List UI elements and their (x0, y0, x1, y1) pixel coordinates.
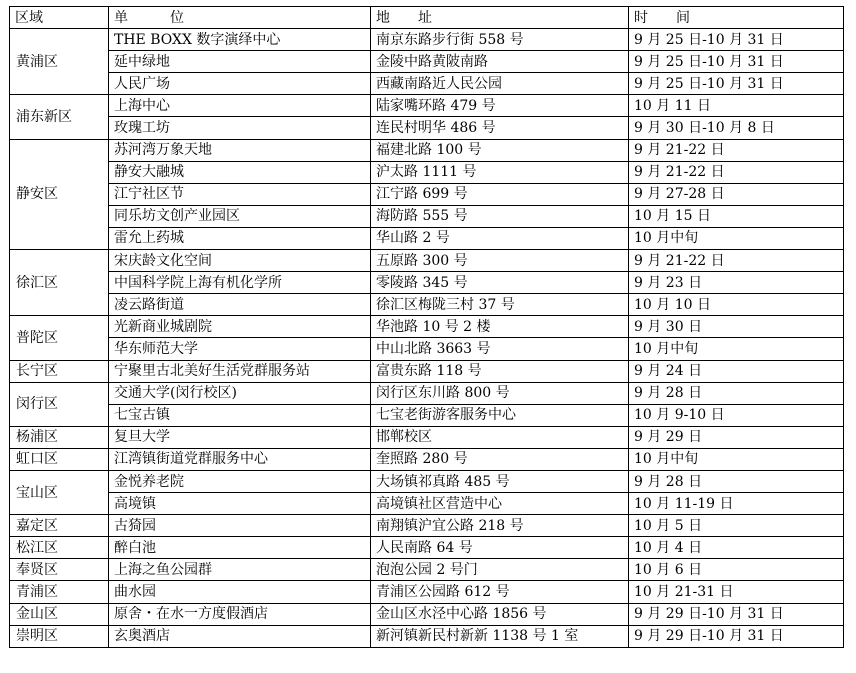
address-cell: 新河镇新民村新新 1138 号 1 室 (371, 625, 629, 647)
time-cell: 9 月 29 日-10 月 31 日 (629, 603, 844, 625)
time-cell: 10 月 10 日 (629, 294, 844, 316)
district-cell: 闵行区 (10, 382, 109, 426)
table-row (10, 470, 844, 492)
table-row (10, 161, 844, 183)
table-row (10, 493, 844, 515)
event-schedule-table (9, 6, 844, 648)
unit-cell: 江宁社区节 (109, 183, 371, 205)
district-cell: 普陀区 (10, 316, 109, 360)
table-row (10, 117, 844, 139)
district-cell: 浦东新区 (10, 95, 109, 139)
unit-cell: 原舍・在水一方度假酒店 (109, 603, 371, 625)
time-cell: 10 月 5 日 (629, 515, 844, 537)
time-cell: 9 月 28 日 (629, 470, 844, 492)
table-row (10, 515, 844, 537)
table-row (10, 294, 844, 316)
address-cell: 连民村明华 486 号 (371, 117, 629, 139)
header-row (10, 7, 844, 29)
address-cell: 南京东路步行街 558 号 (371, 29, 629, 51)
unit-cell: 曲水园 (109, 581, 371, 603)
address-cell: 海防路 555 号 (371, 205, 629, 227)
address-cell: 七宝老街游客服务中心 (371, 404, 629, 426)
time-cell: 9 月 25 日-10 月 31 日 (629, 51, 844, 73)
unit-cell: 交通大学(闵行校区) (109, 382, 371, 404)
table-row (10, 139, 844, 161)
address-cell: 五原路 300 号 (371, 250, 629, 272)
address-cell: 中山北路 3663 号 (371, 338, 629, 360)
table-row (10, 382, 844, 404)
unit-cell: 玫瑰工坊 (109, 117, 371, 139)
unit-cell: 中国科学院上海有机化学所 (109, 272, 371, 294)
time-cell: 9 月 29 日-10 月 31 日 (629, 625, 844, 647)
time-cell: 9 月 27-28 日 (629, 183, 844, 205)
time-cell: 10 月中旬 (629, 227, 844, 249)
table-row (10, 426, 844, 448)
address-cell: 奎照路 280 号 (371, 448, 629, 470)
address-cell: 富贵东路 118 号 (371, 360, 629, 382)
table-row (10, 625, 844, 647)
table-row (10, 29, 844, 51)
table-row (10, 272, 844, 294)
time-cell: 9 月 21-22 日 (629, 250, 844, 272)
address-cell: 闵行区东川路 800 号 (371, 382, 629, 404)
unit-cell: 静安大融城 (109, 161, 371, 183)
address-cell: 青浦区公园路 612 号 (371, 581, 629, 603)
table-row (10, 205, 844, 227)
table-row (10, 250, 844, 272)
unit-cell: 金悦养老院 (109, 470, 371, 492)
table-row (10, 316, 844, 338)
time-cell: 10 月 21-31 日 (629, 581, 844, 603)
table-row (10, 183, 844, 205)
unit-cell: 复旦大学 (109, 426, 371, 448)
district-cell: 宝山区 (10, 470, 109, 514)
unit-cell: 高境镇 (109, 493, 371, 515)
unit-cell: 上海中心 (109, 95, 371, 117)
district-cell: 静安区 (10, 139, 109, 249)
time-cell: 9 月 21-22 日 (629, 139, 844, 161)
district-cell: 崇明区 (10, 625, 109, 647)
address-cell: 沪太路 1111 号 (371, 161, 629, 183)
time-cell: 10 月 4 日 (629, 537, 844, 559)
district-cell: 杨浦区 (10, 426, 109, 448)
district-cell: 嘉定区 (10, 515, 109, 537)
time-cell: 9 月 30 日 (629, 316, 844, 338)
address-cell: 人民南路 64 号 (371, 537, 629, 559)
table-row (10, 581, 844, 603)
table-row (10, 603, 844, 625)
time-cell: 9 月 25 日-10 月 31 日 (629, 29, 844, 51)
address-cell: 江宁路 699 号 (371, 183, 629, 205)
address-cell: 邯郸校区 (371, 426, 629, 448)
header-district: 区域 (10, 7, 109, 29)
schedule-table-container (9, 6, 844, 648)
district-cell: 金山区 (10, 603, 109, 625)
unit-cell: 古猗园 (109, 515, 371, 537)
unit-cell: 光新商业城剧院 (109, 316, 371, 338)
table-row (10, 338, 844, 360)
unit-cell: 玄奥酒店 (109, 625, 371, 647)
address-cell: 高境镇社区营造中心 (371, 493, 629, 515)
address-cell: 西藏南路近人民公园 (371, 73, 629, 95)
district-cell: 虹口区 (10, 448, 109, 470)
table-row (10, 227, 844, 249)
unit-cell: 人民广场 (109, 73, 371, 95)
unit-cell: 华东师范大学 (109, 338, 371, 360)
address-cell: 金陵中路黄陂南路 (371, 51, 629, 73)
unit-cell: 苏河湾万象天地 (109, 139, 371, 161)
address-cell: 零陵路 345 号 (371, 272, 629, 294)
unit-cell: 凌云路街道 (109, 294, 371, 316)
time-cell: 9 月 24 日 (629, 360, 844, 382)
time-cell: 10 月 15 日 (629, 205, 844, 227)
header-unit: 单 位 (109, 7, 371, 29)
unit-cell: 雷允上药城 (109, 227, 371, 249)
address-cell: 泡泡公园 2 号门 (371, 559, 629, 581)
address-cell: 陆家嘴环路 479 号 (371, 95, 629, 117)
district-cell: 奉贤区 (10, 559, 109, 581)
address-cell: 华山路 2 号 (371, 227, 629, 249)
address-cell: 金山区水泾中心路 1856 号 (371, 603, 629, 625)
unit-cell: 上海之鱼公园群 (109, 559, 371, 581)
time-cell: 9 月 28 日 (629, 382, 844, 404)
time-cell: 10 月 6 日 (629, 559, 844, 581)
address-cell: 徐汇区梅陇三村 37 号 (371, 294, 629, 316)
unit-cell: 醉白池 (109, 537, 371, 559)
unit-cell: 宁聚里古北美好生活党群服务站 (109, 360, 371, 382)
table-row (10, 73, 844, 95)
unit-cell: 宋庆龄文化空间 (109, 250, 371, 272)
table-row (10, 51, 844, 73)
address-cell: 华池路 10 号 2 楼 (371, 316, 629, 338)
unit-cell: 同乐坊文创产业园区 (109, 205, 371, 227)
address-cell: 南翔镇沪宜公路 218 号 (371, 515, 629, 537)
table-row (10, 537, 844, 559)
table-row (10, 95, 844, 117)
table-row (10, 404, 844, 426)
unit-cell: THE BOXX 数字演绎中心 (109, 29, 371, 51)
district-cell: 青浦区 (10, 581, 109, 603)
time-cell: 9 月 23 日 (629, 272, 844, 294)
time-cell: 10 月 9-10 日 (629, 404, 844, 426)
district-cell: 松江区 (10, 537, 109, 559)
table-row (10, 559, 844, 581)
district-cell: 徐汇区 (10, 250, 109, 316)
time-cell: 10 月 11-19 日 (629, 493, 844, 515)
time-cell: 10 月 11 日 (629, 95, 844, 117)
table-row (10, 360, 844, 382)
time-cell: 9 月 25 日-10 月 31 日 (629, 73, 844, 95)
table-row (10, 448, 844, 470)
time-cell: 9 月 29 日 (629, 426, 844, 448)
time-cell: 9 月 30 日-10 月 8 日 (629, 117, 844, 139)
address-cell: 大场镇祁真路 485 号 (371, 470, 629, 492)
unit-cell: 七宝古镇 (109, 404, 371, 426)
unit-cell: 延中绿地 (109, 51, 371, 73)
time-cell: 10 月中旬 (629, 448, 844, 470)
header-time: 时 间 (629, 7, 844, 29)
time-cell: 10 月中旬 (629, 338, 844, 360)
time-cell: 9 月 21-22 日 (629, 161, 844, 183)
district-cell: 长宁区 (10, 360, 109, 382)
header-address: 地 址 (371, 7, 629, 29)
table-body (10, 29, 844, 648)
unit-cell: 江湾镇街道党群服务中心 (109, 448, 371, 470)
address-cell: 福建北路 100 号 (371, 139, 629, 161)
district-cell: 黄浦区 (10, 29, 109, 95)
